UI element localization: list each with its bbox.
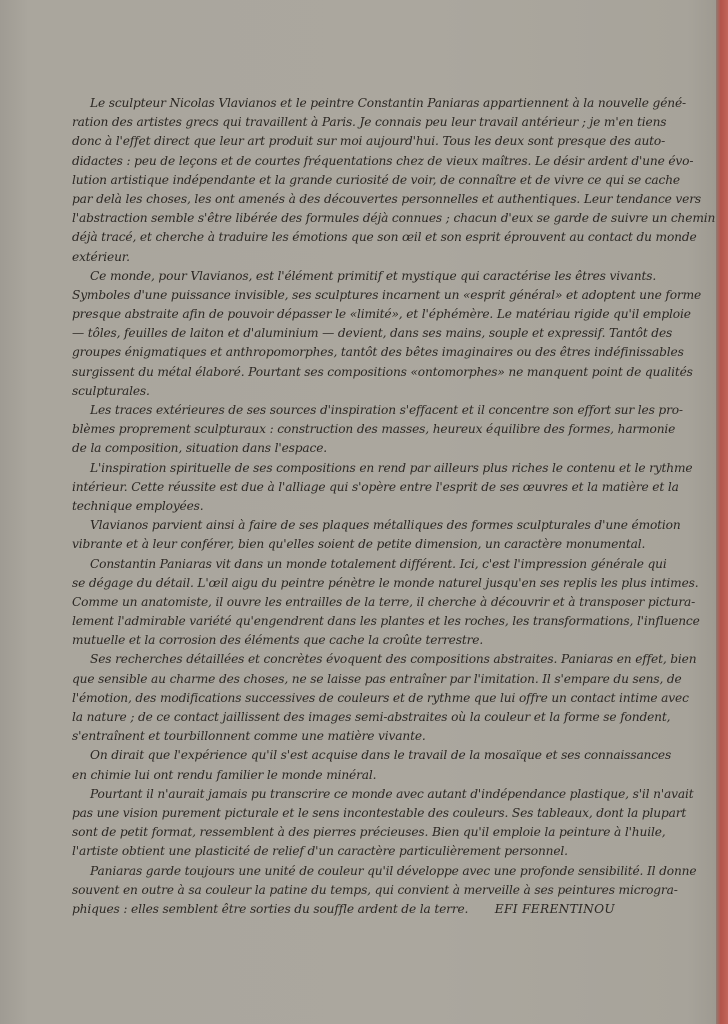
text-line: presque abstraite afin de pouvoir dépasser le «limité», et l'éphémère. Le matériau rigide qu'il emploie — [72, 307, 691, 322]
text-line: se dégage du détail. L'œil aigu du peintre pénètre le monde naturel jusqu'en ses replis les plus intimes. — [72, 575, 699, 590]
text-line: pas une vision purement picturale et le sens incontestable des couleurs. Ses tableaux, dont la plupart — [72, 805, 687, 820]
text-line: Symboles d'une puissance invisible, ses sculptures incarnent un «esprit général» et adoptent une forme — [72, 287, 702, 302]
text-line: que sensible au charme des choses, ne se laisse pas entraîner par l'imitation. Il s'empare du sens, de — [72, 671, 682, 686]
text-line: groupes énigmatiques et anthropomorphes, tantôt des bêtes imaginaires ou des êtres indéfinissables — [72, 345, 684, 360]
paragraph — [72, 746, 672, 784]
text-line: sculpturales. — [72, 383, 150, 398]
text-line: technique employées. — [72, 498, 204, 513]
text-line: didactes : peu de leçons et de courtes fréquentations chez de vieux maîtres. Le désir ardent d'une évo- — [72, 153, 694, 168]
text-line: Paniaras garde toujours une unité de couleur qu'il développe avec une profonde sensibilité. Il donne — [90, 863, 697, 878]
text-line: L'inspiration spirituelle de ses compositions en rend par ailleurs plus riches le contenu et le rythme — [90, 460, 693, 475]
text-line: donc à l'effet direct que leur art produit sur moi aujourd'hui. Tous les deux sont presque des auto- — [72, 134, 666, 149]
text-line: s'entraînent et tourbillonnent comme une matière vivante. — [72, 729, 426, 744]
text-line: l'artiste obtient une plasticité de relief d'un caractère particulièrement personnel. — [72, 844, 568, 859]
author-signature: EFI FERENTINOU — [494, 901, 615, 916]
text-line: — tôles, feuilles de laiton et d'aluminium — devient, dans ses mains, souple et expressif. Tantôt des — [72, 326, 673, 341]
text-line: Constantin Paniaras vit dans un monde totalement différent. Ici, c'est l'impression générale qui — [90, 556, 667, 571]
paragraph — [72, 401, 683, 459]
text-line: l'émotion, des modifications successives de couleurs et de rythme que lui offre un contact intime avec — [72, 690, 689, 705]
text-line: Les traces extérieures de ses sources d'inspiration s'effacent et il concentre son effort sur les pro- — [90, 403, 683, 417]
paragraph — [72, 516, 681, 554]
text-line: mutuelle et la corrosion des éléments que cache la croûte terrestre. — [72, 633, 484, 648]
text-line: Vlavianos parvient ainsi à faire de ses plaques métalliques des formes sculpturales d'une émotion — [90, 518, 681, 533]
text-line: intérieur. Cette réussite est due à l'alliage qui s'opère entre l'esprit de ses œuvres et la matière et la — [72, 479, 679, 494]
paragraph — [72, 459, 693, 517]
text-line: l'abstraction semble s'être libérée des formules déjà connues ; chacun d'eux se garde de suivre un chemin — [72, 211, 716, 226]
text-line: extérieur. — [72, 249, 130, 264]
text-line: phiques : elles semblent être sorties du souffle ardent de la terre. — [72, 901, 469, 916]
text-line: lution artistique indépendante et la grande curiosité de voir, de connaître et de vivre ce qui se cache — [72, 172, 680, 187]
text-line: Ses recherches détaillées et concrètes évoquent des compositions abstraites. Paniaras en effet, bien — [90, 652, 697, 667]
paragraph — [72, 650, 697, 746]
text-line: Ce monde, pour Vlavianos, est l'élément primitif et mystique qui caractérise les êtres vivants. — [90, 268, 657, 283]
text-line: blèmes proprement sculpturaux : construction des masses, heureux équilibre des formes, harmonie — [72, 422, 676, 437]
text-line: par delà les choses, les ont amenés à des découvertes personnelles et authentiques. Leur tendance vers — [72, 191, 702, 206]
paragraph — [72, 785, 694, 862]
paragraph — [72, 555, 700, 651]
text-line: Comme un anatomiste, il ouvre les entrailles de la terre, il cherche à découvrir et à transposer pictura- — [72, 594, 696, 609]
text-line: en chimie lui ont rendu familier le monde minéral. — [72, 767, 377, 782]
text-line: sont de petit format, ressemblent à des pierres précieuses. Bien qu'il emploie la peinture à l'huile, — [72, 825, 666, 840]
text-line: lement l'admirable variété qu'engendrent dans les plantes et les roches, les transformations, l'influence — [72, 614, 700, 629]
text-line: ration des artistes grecs qui travaillent à Paris. Je connais peu leur travail antérieur ; je m'en tiens — [72, 115, 667, 130]
paragraph — [72, 94, 716, 267]
text-line: souvent en outre à sa couleur la patine du temps, qui convient à merveille à ses peintures microgra- — [72, 882, 678, 897]
text-line: vibrante et à leur conférer, bien qu'elles soient de petite dimension, un caractère monumental. — [72, 537, 646, 552]
closing-line — [72, 900, 615, 919]
text-line: de la composition, situation dans l'espace. — [72, 441, 327, 456]
text-line: la nature ; de ce contact jaillissent des images semi-abstraites où la couleur et la forme se fondent, — [72, 710, 671, 724]
page-edge — [716, 0, 728, 1024]
text-line: Le sculpteur Nicolas Vlavianos et le peintre Constantin Paniaras appartiennent à la nouvelle géné- — [90, 96, 686, 110]
text-line: Pourtant il n'aurait jamais pu transcrire ce monde avec autant d'indépendance plastique, s'il n'avait — [90, 786, 694, 801]
paragraph — [72, 267, 702, 401]
text-line: On dirait que l'expérience qu'il s'est acquise dans le travail de la mosaïque et ses connaissances — [90, 748, 672, 763]
paragraph — [72, 862, 697, 920]
article-text — [72, 94, 716, 919]
text-line: déjà tracé, et cherche à traduire les émotions que son œil et son esprit éprouvent au contact du monde — [72, 230, 697, 245]
text-line: surgissent du métal élaboré. Pourtant ses compositions «ontomorphes» ne manquent point de qualités — [72, 364, 693, 379]
